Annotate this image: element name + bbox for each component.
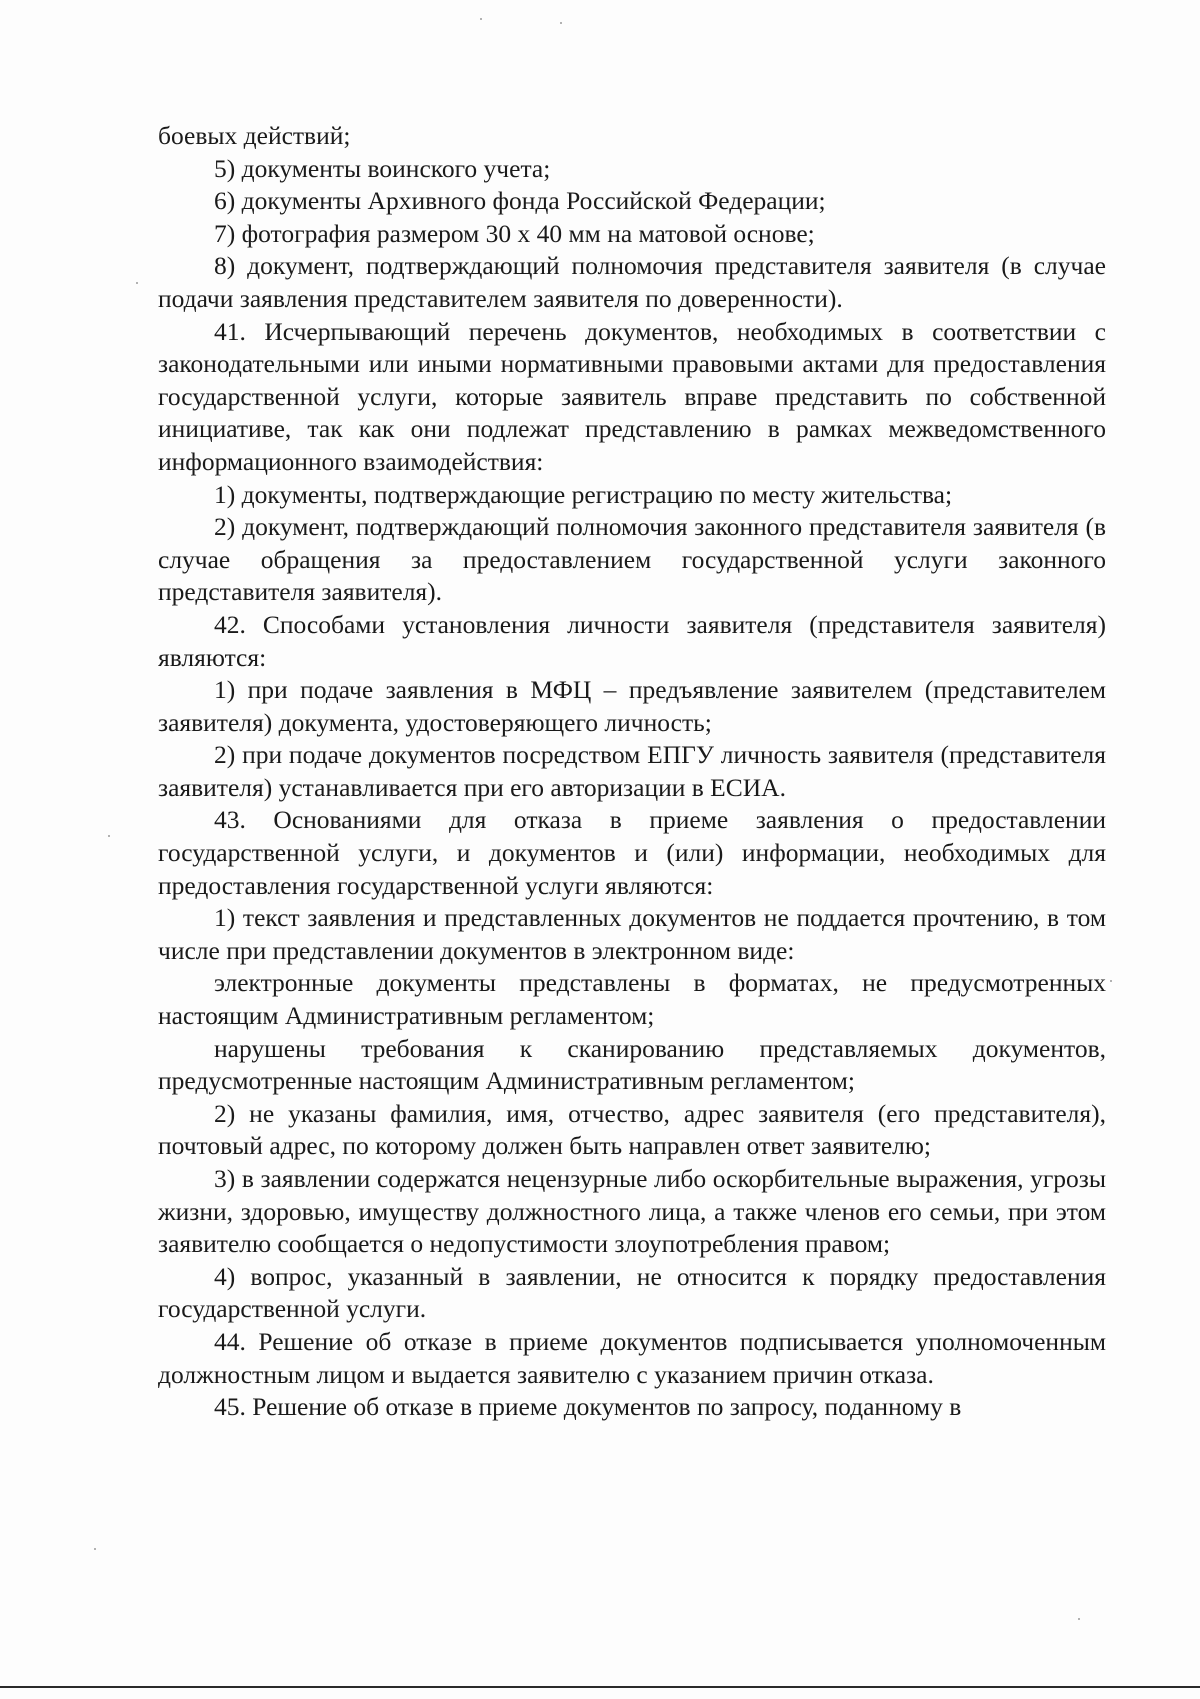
- clause-41-item-1: 1) документы, подтверждающие регистрацию по месту жительства;: [214, 479, 953, 509]
- clause-42: 42. Способами установления личности заявителя (представителя заявителя) являются:: [158, 609, 1106, 672]
- scan-speck: [1110, 980, 1112, 982]
- list-item-5: 5) документы воинского учета;: [214, 153, 551, 183]
- scan-edge-line: [0, 1686, 1200, 1688]
- clause-43-subitem-formats: электронные документы представлены в форматах, не предусмотренных настоящим Административным регламентом;: [158, 968, 1106, 1031]
- clause-42-item-1: 1) при подаче заявления в МФЦ – предъявление заявителем (представителем заявителя) документа, удостоверяющего личность;: [158, 675, 1106, 737]
- clause-41-item-2: 2) документ, подтверждающий полномочия законного представителя заявителя (в случае обращения за предоставлением государственной услуги законного представителя заявителя).: [158, 512, 1106, 607]
- list-item-6: 6) документы Архивного фонда Российской Федерации;: [214, 186, 826, 216]
- scan-speck: [480, 18, 482, 20]
- scan-speck: [560, 22, 562, 24]
- clause-43-item-4: 4) вопрос, указанный в заявлении, не относится к порядку предоставления государственной услуги.: [158, 1261, 1106, 1324]
- scan-speck: [136, 282, 138, 284]
- list-item-8: 8) документ, подтверждающий полномочия представителя заявителя (в случае подачи заявления представителем заявителя по доверенности).: [158, 251, 1106, 313]
- clause-43-subitem-scanning: нарушены требования к сканированию представляемых документов, предусмотренные настоящим Административным регламентом;: [158, 1033, 1106, 1096]
- clause-43-item-1: 1) текст заявления и представленных документов не поддается прочтению, в том числе при представлении документов в электронном виде:: [158, 903, 1106, 965]
- clause-43-item-2: 2) не указаны фамилия, имя, отчество, адрес заявителя (его представителя), почтовый адрес, по которому должен быть направлен ответ заявителю;: [158, 1098, 1106, 1161]
- clause-43: 43. Основаниями для отказа в приеме заявления о предоставлении государственной услуги, и документов и (или) информации, необходимых для предоставления государственной услуги являются:: [158, 805, 1106, 900]
- clause-45: 45. Решение об отказе в приеме документов по запросу, поданному в: [214, 1392, 962, 1422]
- paragraph-continuation: боевых действий;: [158, 121, 351, 150]
- clause-41: 41. Исчерпывающий перечень документов, необходимых в соответствии с законодательными или иными нормативными правовыми актами для предоставления государственной услуги, которые заявитель вправе представить по собственной инициативе, так как они подлежат представлению в рамках межведомственного информационного взаимодействия:: [158, 316, 1106, 476]
- clause-42-item-2: 2) при подаче документов посредством ЕПГУ личность заявителя (представителя заявителя) устанавливается при его авторизации в ЕСИА.: [158, 740, 1106, 802]
- scan-speck: [108, 835, 110, 837]
- clause-44: 44. Решение об отказе в приеме документов подписывается уполномоченным должностным лицом и выдается заявителю с указанием причин отказа.: [158, 1326, 1106, 1389]
- clause-43-item-3: 3) в заявлении содержатся нецензурные либо оскорбительные выражения, угрозы жизни, здоровью, имуществу должностного лица, а также членов его семьи, при этом заявителю сообщается о недопустимости злоупотребления правом;: [158, 1164, 1106, 1259]
- scan-speck: [94, 1548, 96, 1550]
- scan-speck: [1078, 1618, 1080, 1620]
- list-item-7: 7) фотография размером 30 х 40 мм на матовой основе;: [214, 218, 815, 248]
- document-body: [158, 120, 1106, 1424]
